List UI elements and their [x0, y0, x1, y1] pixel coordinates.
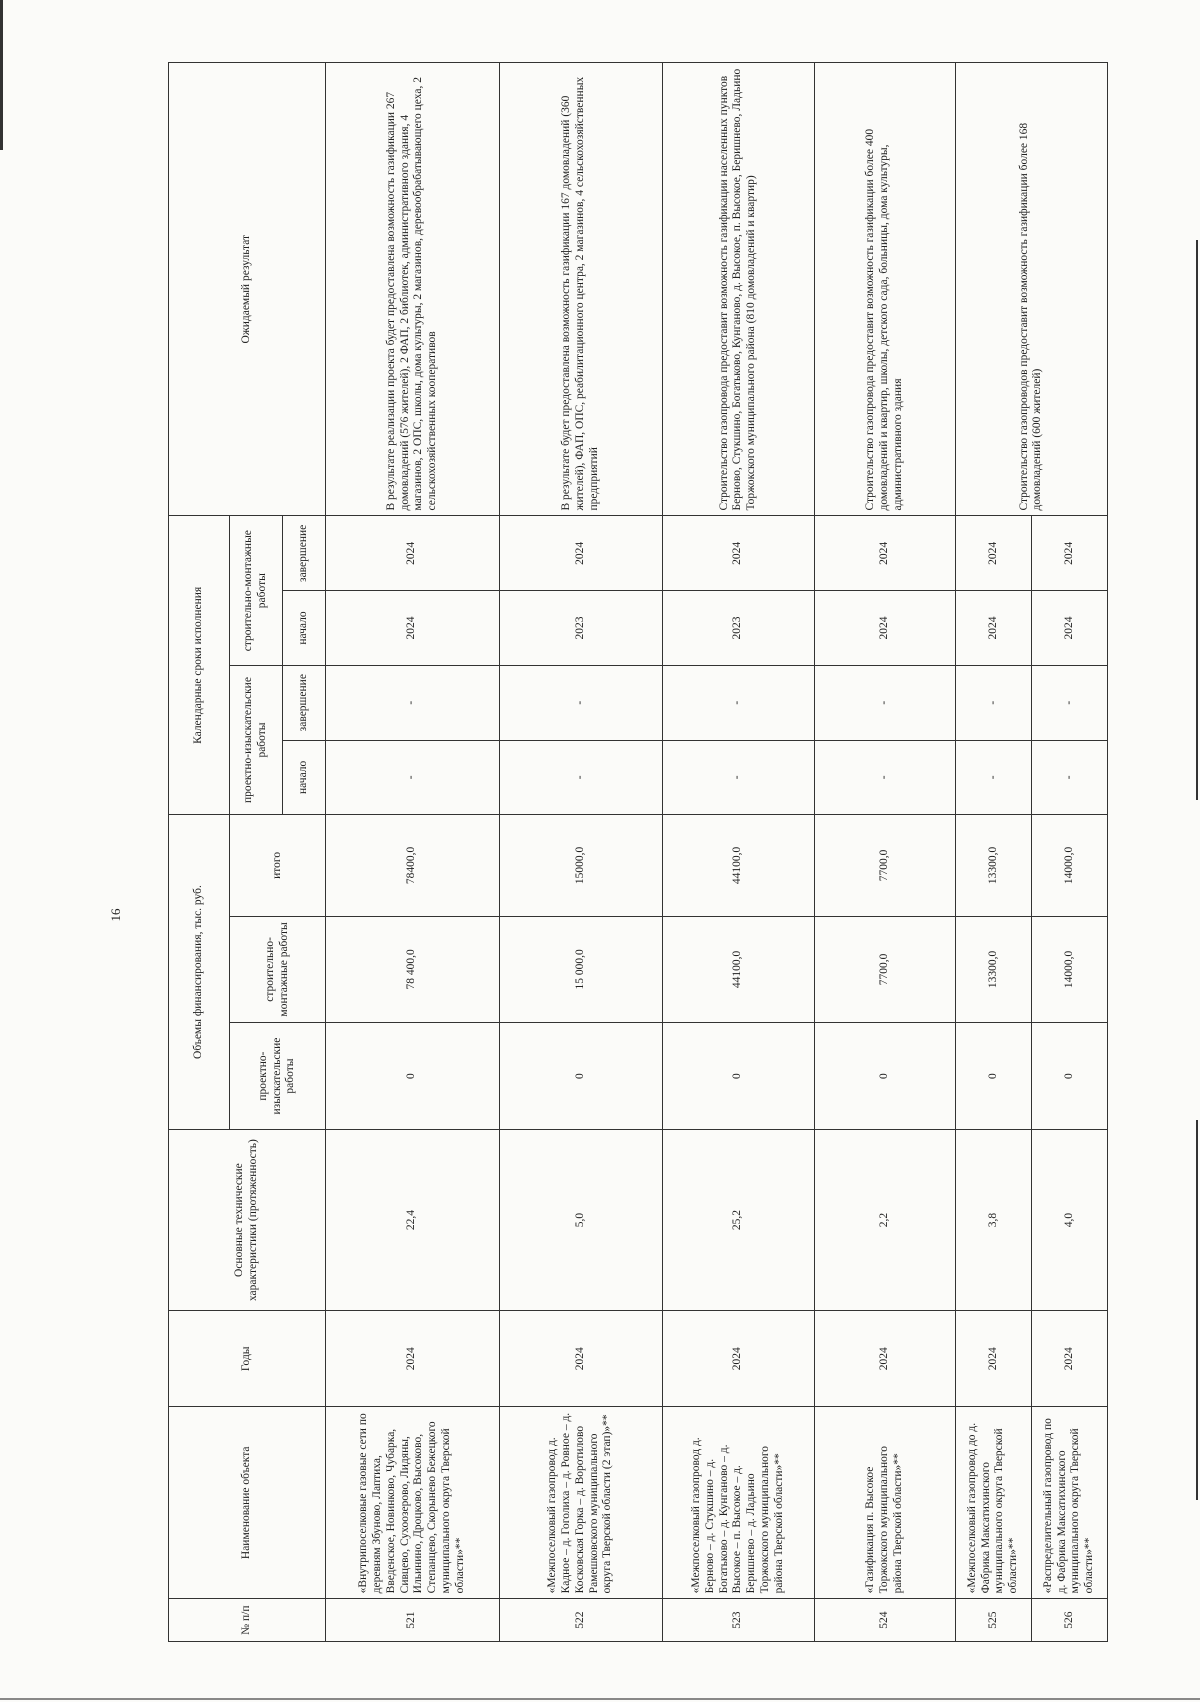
- row-name: «Межпоселковый газопровод д. Кадное – д. Гоголиха – д. Ровное – д. Косковская Горка – д. Воротилово Рамешковского муниципального округа Тверской области (2 этап)»**: [499, 1407, 662, 1599]
- header-years: Годы: [169, 1311, 326, 1407]
- row-design-end: -: [955, 665, 1031, 740]
- row-fund-total: 7700,0: [814, 815, 955, 916]
- row-design-end: -: [1031, 665, 1107, 740]
- row-tech: 5,0: [499, 1129, 662, 1310]
- row-year: 2024: [814, 1311, 955, 1407]
- row-design-end: -: [814, 665, 955, 740]
- row-constr-start: 2023: [662, 591, 814, 666]
- scan-edge-line-right: [1196, 240, 1198, 800]
- header-constr-start: начало: [283, 591, 326, 666]
- row-num: 525: [955, 1599, 1031, 1642]
- scan-edge-line-bottom: [0, 1698, 1200, 1700]
- table-row: [499, 63, 662, 1642]
- row-tech: 22,4: [326, 1129, 500, 1310]
- row-fund-design: 0: [326, 1023, 500, 1130]
- header-funding: Объемы финансирования, тыс. руб.: [169, 815, 230, 1130]
- row-constr-end: 2024: [814, 516, 955, 591]
- row-design-start: -: [1031, 740, 1107, 815]
- header-schedule: Календарные сроки исполнения: [169, 516, 230, 815]
- row-design-end: -: [499, 665, 662, 740]
- row-fund-design: 0: [662, 1023, 814, 1130]
- row-constr-start: 2024: [1031, 591, 1107, 666]
- header-design-end: завершение: [283, 665, 326, 740]
- header-num: № п/п: [169, 1599, 326, 1642]
- row-tech: 4,0: [1031, 1129, 1107, 1310]
- header-sched-design: проектно-изыскательские работы: [230, 665, 283, 814]
- row-constr-start: 2024: [955, 591, 1031, 666]
- row-fund-construction: 44100,0: [662, 916, 814, 1023]
- row-year: 2024: [499, 1311, 662, 1407]
- row-num: 522: [499, 1599, 662, 1642]
- row-constr-end: 2024: [955, 516, 1031, 591]
- row-num: 526: [1031, 1599, 1107, 1642]
- row-fund-construction: 14000,0: [1031, 916, 1107, 1023]
- row-num: 521: [326, 1599, 500, 1642]
- header-funding-design: проектно-изыскательские работы: [230, 1023, 326, 1130]
- row-result: Строительство газопровода предоставит возможность газификации более 400 домовладений и квартир, школы, детского сада, больницы, дома культуры, административного здания: [814, 63, 955, 517]
- row-year: 2024: [955, 1311, 1031, 1407]
- row-fund-design: 0: [499, 1023, 662, 1130]
- row-design-end: -: [326, 665, 500, 740]
- table-row: [326, 63, 500, 1642]
- row-fund-total: 14000,0: [1031, 815, 1107, 916]
- row-fund-design: 0: [955, 1023, 1031, 1130]
- row-constr-start: 2024: [814, 591, 955, 666]
- row-fund-construction: 78 400,0: [326, 916, 500, 1023]
- row-name: «Межпоселковый газопровод до д. Фабрика Максатихинского муниципального округа Тверской области»**: [955, 1407, 1031, 1599]
- table-row: [662, 63, 814, 1642]
- row-num: 524: [814, 1599, 955, 1642]
- row-constr-start: 2024: [326, 591, 500, 666]
- row-fund-total: 13300,0: [955, 815, 1031, 916]
- page-number: 16: [108, 908, 123, 922]
- row-num: 523: [662, 1599, 814, 1642]
- row-tech: 3,8: [955, 1129, 1031, 1310]
- row-design-start: -: [499, 740, 662, 815]
- row-result: В результате будет предоставлена возможность газификации 167 домовладений (360 жителей), ФАП, ОПС, реабилитационного центра, 2 магазинов, 4 сельскохозяйственных предприятий: [499, 63, 662, 517]
- row-constr-end: 2024: [499, 516, 662, 591]
- row-fund-construction: 7700,0: [814, 916, 955, 1023]
- row-fund-total: 44100,0: [662, 815, 814, 916]
- header-design-start: начало: [283, 740, 326, 815]
- header-tech: Основные технические характеристики (протяженность): [169, 1129, 326, 1310]
- row-constr-end: 2024: [326, 516, 500, 591]
- gasification-objects-table: [168, 62, 1108, 1642]
- row-fund-construction: 13300,0: [955, 916, 1031, 1023]
- row-design-start: -: [662, 740, 814, 815]
- row-result-shared: Строительство газопроводов предоставит возможность газификации более 168 домовладений (600 жителей): [955, 63, 1107, 517]
- header-sched-construction: строительно-монтажные работы: [230, 516, 283, 665]
- row-constr-start: 2023: [499, 591, 662, 666]
- row-year: 2024: [1031, 1311, 1107, 1407]
- row-tech: 25,2: [662, 1129, 814, 1310]
- scan-edge-line-right-lower: [1196, 1120, 1198, 1500]
- row-fund-total: 78400,0: [326, 815, 500, 916]
- row-design-end: -: [662, 665, 814, 740]
- row-design-start: -: [955, 740, 1031, 815]
- header-funding-total: итого: [230, 815, 326, 916]
- row-result: Строительство газопровода предоставит возможность газификации населенных пунктов Берново, Стукшино, Богатьково, Кунганово, д. Высокое, п. Высокое, Беришнево, Ладьино Торжокского муниципального района (810 домовладений и квартир): [662, 63, 814, 517]
- row-constr-end: 2024: [662, 516, 814, 591]
- row-name: «Межпоселковый газопровод д. Берново – д. Стукшино – д. Богатьково – д. Кунганово – д. Высокое – п. Высокое – д. Беришнево – д. Ладьино Торжокского муниципального района Тверской области»**: [662, 1407, 814, 1599]
- row-tech: 2,2: [814, 1129, 955, 1310]
- row-name: «Газификация п. Высокое Торжокского муниципального района Тверской области»**: [814, 1407, 955, 1599]
- scan-edge-line-left: [0, 0, 3, 150]
- row-constr-end: 2024: [1031, 516, 1107, 591]
- table-row: [955, 63, 1031, 1642]
- row-year: 2024: [662, 1311, 814, 1407]
- row-result: В результате реализации проекта будет предоставлена возможность газификации 267 домовладений (576 жителей), 2 ФАП, 2 библиотек, административного здания, 4 магазинов, 2 ОПС, школы, дома культуры, 2 магазинов, деревообрабатывающего цеха, 2 сельскохозяйственных кооперативов: [326, 63, 500, 517]
- row-name: «Внутрипоселковые газовые сети по деревням Збуново, Лаптиха, Введенское, Новинково, Чубарка, Сивцево, Сухоозерово, Лидяны, Ильинино, Дроцково, Высоково, Степанцево, Скорынево Бежецкого муниципального округа Тверской области»**: [326, 1407, 500, 1599]
- header-name: Наименование объекта: [169, 1407, 326, 1599]
- row-fund-total: 15000,0: [499, 815, 662, 916]
- row-name: «Распределительный газопровод по д. Фабрика Максатихинского муниципального округа Тверской области»**: [1031, 1407, 1107, 1599]
- header-funding-construction: строительно-монтажные работы: [230, 916, 326, 1023]
- row-year: 2024: [326, 1311, 500, 1407]
- table-row: [814, 63, 955, 1642]
- header-constr-end: завершение: [283, 516, 326, 591]
- header-result: Ожидаемый результат: [169, 63, 326, 517]
- table-rotated-wrapper: [168, 62, 1108, 1642]
- row-design-start: -: [326, 740, 500, 815]
- row-fund-design: 0: [814, 1023, 955, 1130]
- row-design-start: -: [814, 740, 955, 815]
- row-fund-design: 0: [1031, 1023, 1107, 1130]
- row-fund-construction: 15 000,0: [499, 916, 662, 1023]
